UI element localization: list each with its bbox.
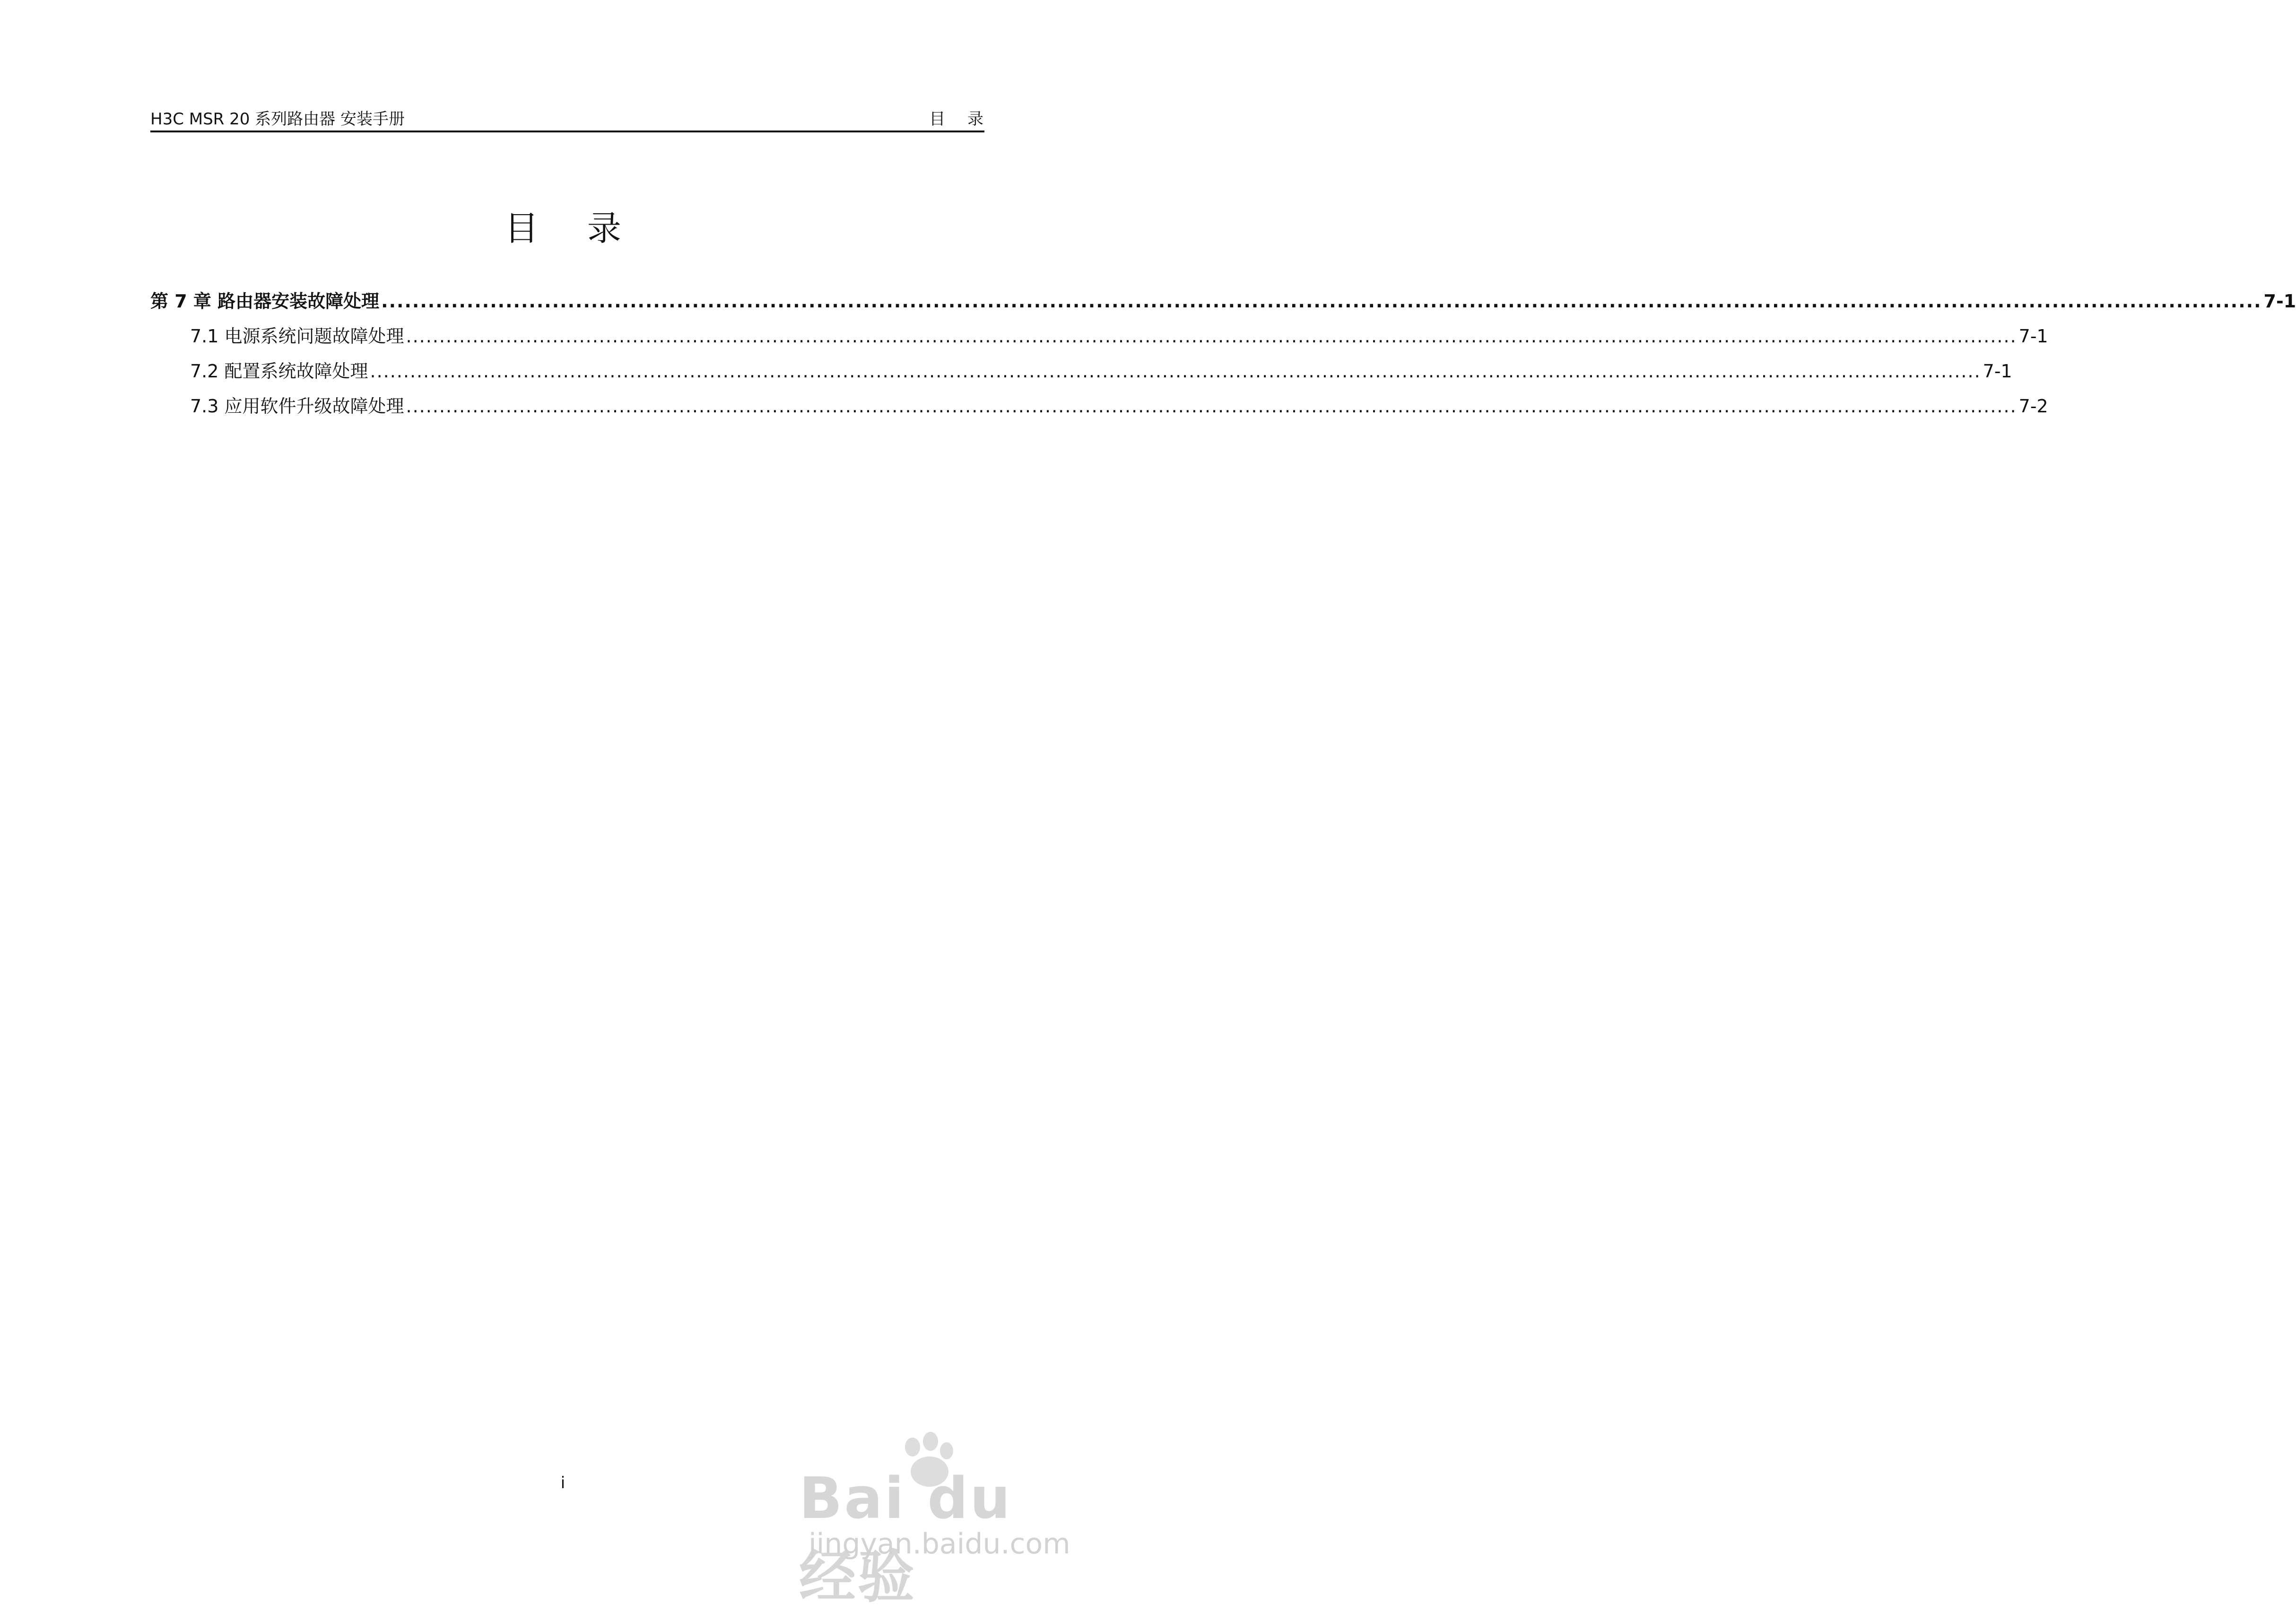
toc-section-entry[interactable] — [190, 325, 2048, 347]
header-section-title: 目 录 — [929, 110, 992, 129]
toc-title: 目 录 — [504, 209, 640, 248]
toc-section-page: 7-2 — [2018, 396, 2048, 417]
watermark-url: jingyan.baidu.com — [809, 1527, 1070, 1561]
running-header — [150, 107, 992, 132]
toc-chapter-label: 第 7 章 路由器安装故障处理 — [150, 291, 380, 312]
toc-dot-leader: .................................................................................................................................................................................................................................................. — [381, 291, 2262, 312]
toc-section-entry[interactable] — [190, 360, 2012, 382]
toc-section-label: 7.2 配置系统故障处理 — [190, 361, 368, 382]
toc-dot-leader: .................................................................................................................................................................................................................................................. — [406, 326, 2017, 347]
header-document-title: H3C MSR 20 系列路由器 安装手册 — [150, 110, 405, 129]
toc-section-entry[interactable] — [190, 395, 2048, 417]
toc-section-label: 7.3 应用软件升级故障处理 — [190, 396, 404, 417]
toc-section-page: 7-1 — [2018, 326, 2048, 347]
page-number: i — [560, 1473, 565, 1492]
toc-section-label: 7.1 电源系统问题故障处理 — [190, 326, 404, 347]
baidu-watermark — [799, 1433, 1070, 1610]
toc-section-page: 7-1 — [1983, 361, 2012, 382]
toc-chapter-entry[interactable] — [150, 290, 2296, 312]
toc-dot-leader: .................................................................................................................................................................................................................................................. — [406, 396, 2017, 417]
toc-dot-leader: .................................................................................................................................................................................................................................................. — [370, 361, 1981, 382]
watermark-brand: Bai du 经验 — [799, 1466, 1012, 1610]
toc-chapter-page: 7-1 — [2263, 291, 2296, 312]
